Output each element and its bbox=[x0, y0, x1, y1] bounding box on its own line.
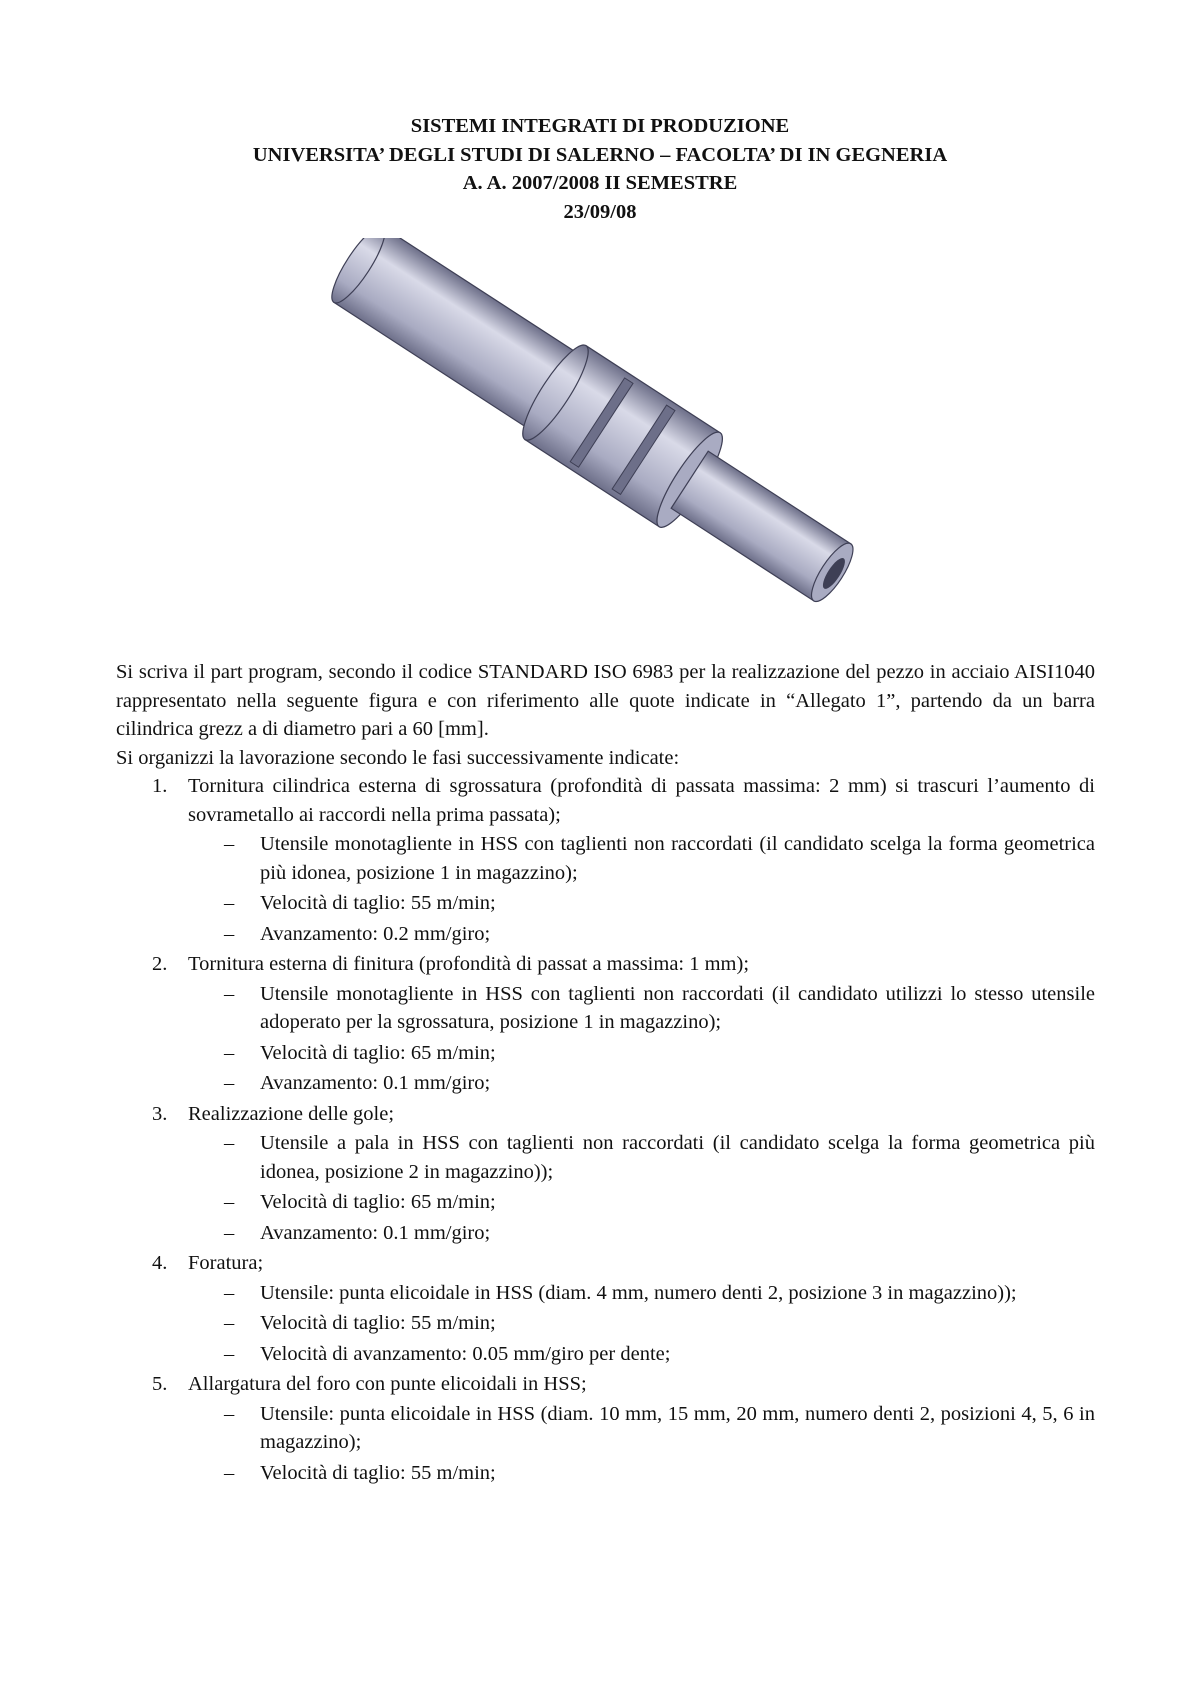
phase-description: Realizzazione delle gole; bbox=[188, 1102, 395, 1125]
sub-item bbox=[188, 1309, 1095, 1338]
sub-item-text: Velocità di taglio: 65 m/min; bbox=[260, 1041, 496, 1064]
dash-bullet: – bbox=[224, 1281, 235, 1304]
dash-bullet: – bbox=[224, 833, 235, 855]
dash-bullet: – bbox=[224, 1342, 235, 1365]
sub-item bbox=[188, 1340, 1095, 1369]
phase-sublist bbox=[188, 1279, 1095, 1369]
dash-bullet: – bbox=[224, 982, 235, 1005]
exam-text bbox=[116, 658, 1095, 1489]
phase-item bbox=[116, 1249, 1095, 1368]
sub-item-text: Velocità di taglio: 55 m/min; bbox=[260, 1312, 496, 1334]
sub-item bbox=[188, 1039, 1095, 1068]
academic-year-line: A. A. 2007/2008 II SEMESTRE bbox=[462, 172, 738, 194]
sub-item-text: Velocità di avanzamento: 0.05 mm/giro per dente; bbox=[260, 1342, 671, 1365]
sub-item-text: Utensile: punta elicoidale in HSS (diam. 4 mm, numero denti 2, posizione 3 in magazzino)); bbox=[260, 1281, 1017, 1304]
sub-item bbox=[188, 1069, 1095, 1098]
phase-number: 3. bbox=[152, 1102, 168, 1125]
intro-paragraph: Si scriva il part program, secondo il codice STANDARD ISO 6983 per la realizzazione del pezzo in acciaio AISI1040 rappresentato nella seguente figura e con riferimento alle quote indicate in “Allegato 1”, partendo da un barra cilindrica grezz a di diametro pari a 60 [mm]. bbox=[116, 661, 1095, 740]
dash-bullet: – bbox=[224, 1191, 235, 1213]
university-line: UNIVERSITA’ DEGLI STUDI DI SALERNO – FACOLTA’ DI IN GEGNERIA bbox=[252, 143, 948, 166]
intro-instruction: Si organizzi la lavorazione secondo le fasi successivamente indicate: bbox=[116, 746, 680, 769]
phase-list bbox=[116, 772, 1095, 1487]
sub-item bbox=[188, 889, 1095, 918]
dash-bullet: – bbox=[224, 892, 235, 914]
sub-item bbox=[188, 1279, 1095, 1308]
sub-item bbox=[188, 1219, 1095, 1248]
phase-description: Tornitura cilindrica esterna di sgrossatura (profondità di passata massima: 2 mm) si trascuri l’aumento di sovrametallo ai raccordi nella prima passata); bbox=[188, 775, 1095, 826]
dash-bullet: – bbox=[224, 922, 235, 945]
sub-item bbox=[188, 920, 1095, 949]
phase-item bbox=[116, 1370, 1095, 1487]
exam-date: 23/09/08 bbox=[563, 200, 637, 223]
sub-item-text: Velocità di taglio: 55 m/min; bbox=[260, 892, 496, 914]
phase-description: Tornitura esterna di finitura (profondità di passat a massima: 1 mm); bbox=[188, 953, 750, 975]
phase-sublist bbox=[188, 830, 1095, 948]
dash-bullet: – bbox=[224, 1402, 235, 1425]
sub-item-text: Avanzamento: 0.1 mm/giro; bbox=[260, 1221, 491, 1244]
sub-item-text: Utensile monotagliente in HSS con taglienti non raccordati (il candidato utilizzi lo stesso utensile adoperato per la sgrossatura, posizione 1 in magazzino); bbox=[260, 982, 1095, 1033]
sub-item-text: Avanzamento: 0.2 mm/giro; bbox=[260, 922, 491, 945]
course-title: SISTEMI INTEGRATI DI PRODUZIONE bbox=[410, 115, 790, 137]
phase-number: 2. bbox=[152, 953, 168, 975]
phase-item bbox=[116, 950, 1095, 1098]
phase-item bbox=[116, 772, 1095, 948]
sub-item-text: Avanzamento: 0.1 mm/giro; bbox=[260, 1072, 491, 1094]
dash-bullet: – bbox=[224, 1132, 235, 1154]
shaft-3d-figure bbox=[300, 238, 920, 618]
sub-item-text: Utensile monotagliente in HSS con taglienti non raccordati (il candidato scelga la forma geometrica più idonea, posizione 1 in magazzino); bbox=[260, 833, 1095, 884]
phase-number: 1. bbox=[152, 775, 168, 797]
sub-item-text: Utensile: punta elicoidale in HSS (diam. 10 mm, 15 mm, 20 mm, numero denti 2, posizioni 4, 5, 6 in magazzino); bbox=[260, 1402, 1095, 1453]
phase-item bbox=[116, 1100, 1095, 1248]
phase-description: Foratura; bbox=[188, 1252, 264, 1274]
phase-number: 4. bbox=[152, 1252, 168, 1274]
dash-bullet: – bbox=[224, 1221, 235, 1244]
phase-description: Allargatura del foro con punte elicoidali in HSS; bbox=[188, 1373, 587, 1395]
dash-bullet: – bbox=[224, 1041, 235, 1064]
phase-number: 5. bbox=[152, 1373, 168, 1395]
sub-item bbox=[188, 1459, 1095, 1488]
document-header bbox=[0, 112, 1200, 226]
phase-sublist bbox=[188, 1400, 1095, 1488]
phase-sublist bbox=[188, 980, 1095, 1098]
sub-item bbox=[188, 980, 1095, 1037]
dash-bullet: – bbox=[224, 1072, 235, 1094]
sub-item-text: Utensile a pala in HSS con taglienti non raccordati (il candidato scelga la forma geometrica più idonea, posizione 2 in magazzino)); bbox=[260, 1132, 1095, 1183]
phase-sublist bbox=[188, 1129, 1095, 1247]
sub-item bbox=[188, 1188, 1095, 1217]
sub-item-text: Velocità di taglio: 55 m/min; bbox=[260, 1461, 496, 1484]
dash-bullet: – bbox=[224, 1461, 235, 1484]
sub-item bbox=[188, 1129, 1095, 1186]
sub-item-text: Velocità di taglio: 65 m/min; bbox=[260, 1191, 496, 1213]
dash-bullet: – bbox=[224, 1312, 235, 1334]
sub-item bbox=[188, 830, 1095, 887]
sub-item bbox=[188, 1400, 1095, 1457]
